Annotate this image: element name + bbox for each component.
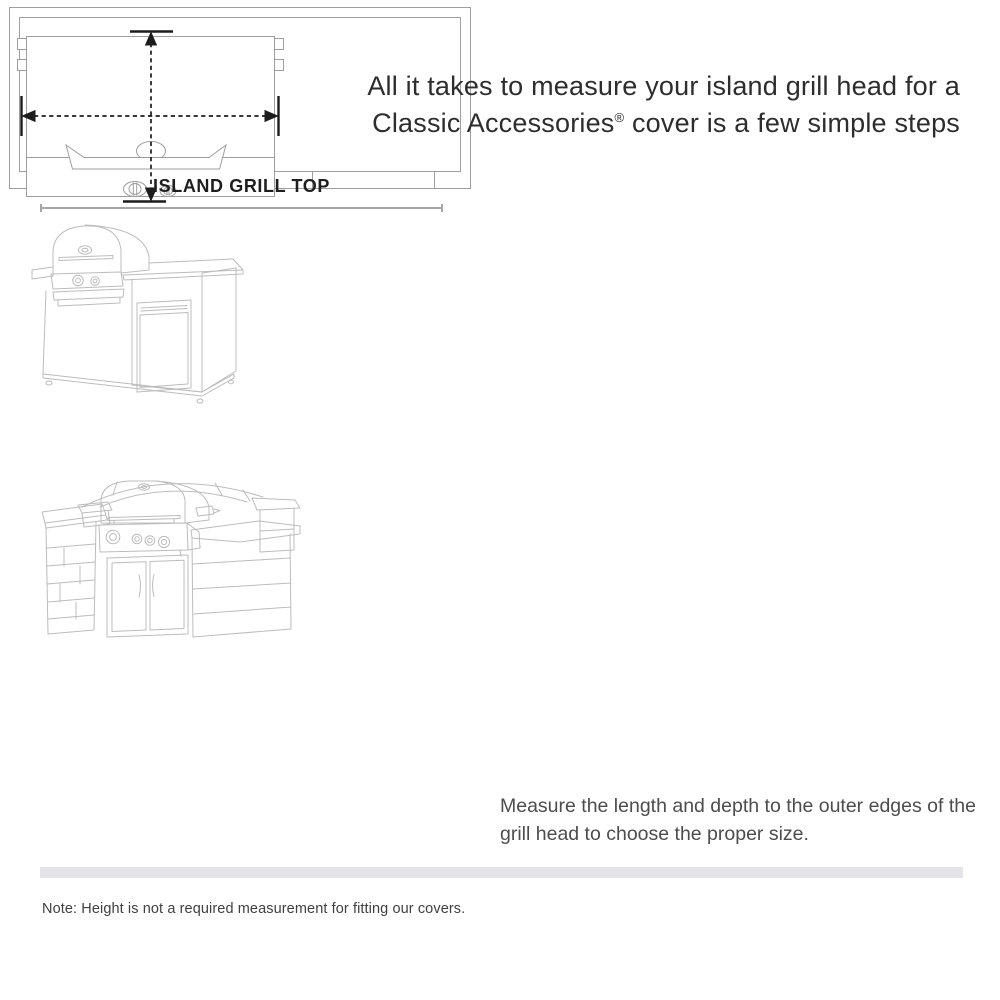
grill-hood-side (85, 225, 149, 273)
left-counter (42, 504, 107, 528)
cart-grill-sketch (28, 213, 263, 418)
left-pedestal (46, 522, 96, 634)
cart-left-body (43, 291, 46, 374)
footnote: Note: Height is not a required measurement for fitting our covers. (42, 901, 466, 917)
right-pedestal (192, 534, 291, 637)
knob (145, 536, 155, 546)
registered-trademark: ® (614, 110, 625, 125)
arch-inner (100, 491, 247, 507)
knob (73, 275, 84, 286)
control-panel (99, 523, 200, 552)
caster (197, 399, 203, 403)
headline-line2 (260, 105, 960, 142)
divider-bar (40, 867, 963, 878)
cabinet-side (202, 268, 236, 392)
fridge-handle (141, 306, 187, 312)
fridge-door-inner (140, 313, 188, 388)
thermometer (79, 246, 92, 254)
mount-tab (275, 39, 284, 50)
section-underline (40, 207, 443, 209)
knob (91, 277, 100, 286)
knob (132, 534, 142, 544)
caster (229, 380, 234, 384)
rule-right-tick (441, 204, 443, 212)
grill-hood-side (156, 481, 209, 523)
hood-handle (59, 256, 113, 261)
door-handle (153, 575, 155, 597)
cabinet-door-right (150, 560, 184, 630)
rule-left-tick (40, 204, 42, 212)
headline (260, 68, 960, 142)
control-panel (51, 272, 123, 289)
door-handle (139, 575, 141, 597)
measure-instruction: Measure the length and depth to the outer edges of the grill head to choose the proper size. (500, 795, 976, 845)
slide-tray (53, 289, 124, 306)
headline-brand: Classic Accessories (372, 108, 615, 138)
headline-line1: All it takes to measure your island grill head for a (367, 71, 960, 101)
knob (158, 536, 169, 547)
mount-tab (18, 60, 27, 71)
mount-tab (18, 39, 27, 50)
headline-line2-rest: cover is a few simple steps (624, 108, 960, 138)
right-cap-stone (252, 498, 300, 510)
cabinet-door-left (112, 562, 146, 632)
side-tab (196, 506, 220, 516)
base-rail (43, 374, 234, 396)
island-left-ledge (32, 267, 53, 279)
right-counter (191, 521, 300, 542)
right-pillar (260, 508, 294, 552)
section-title: ISLAND GRILL TOP (153, 176, 330, 196)
caster (46, 381, 52, 385)
knob (106, 530, 120, 544)
stone-island-grill-sketch (28, 438, 318, 663)
cabinet-frame (107, 555, 188, 637)
